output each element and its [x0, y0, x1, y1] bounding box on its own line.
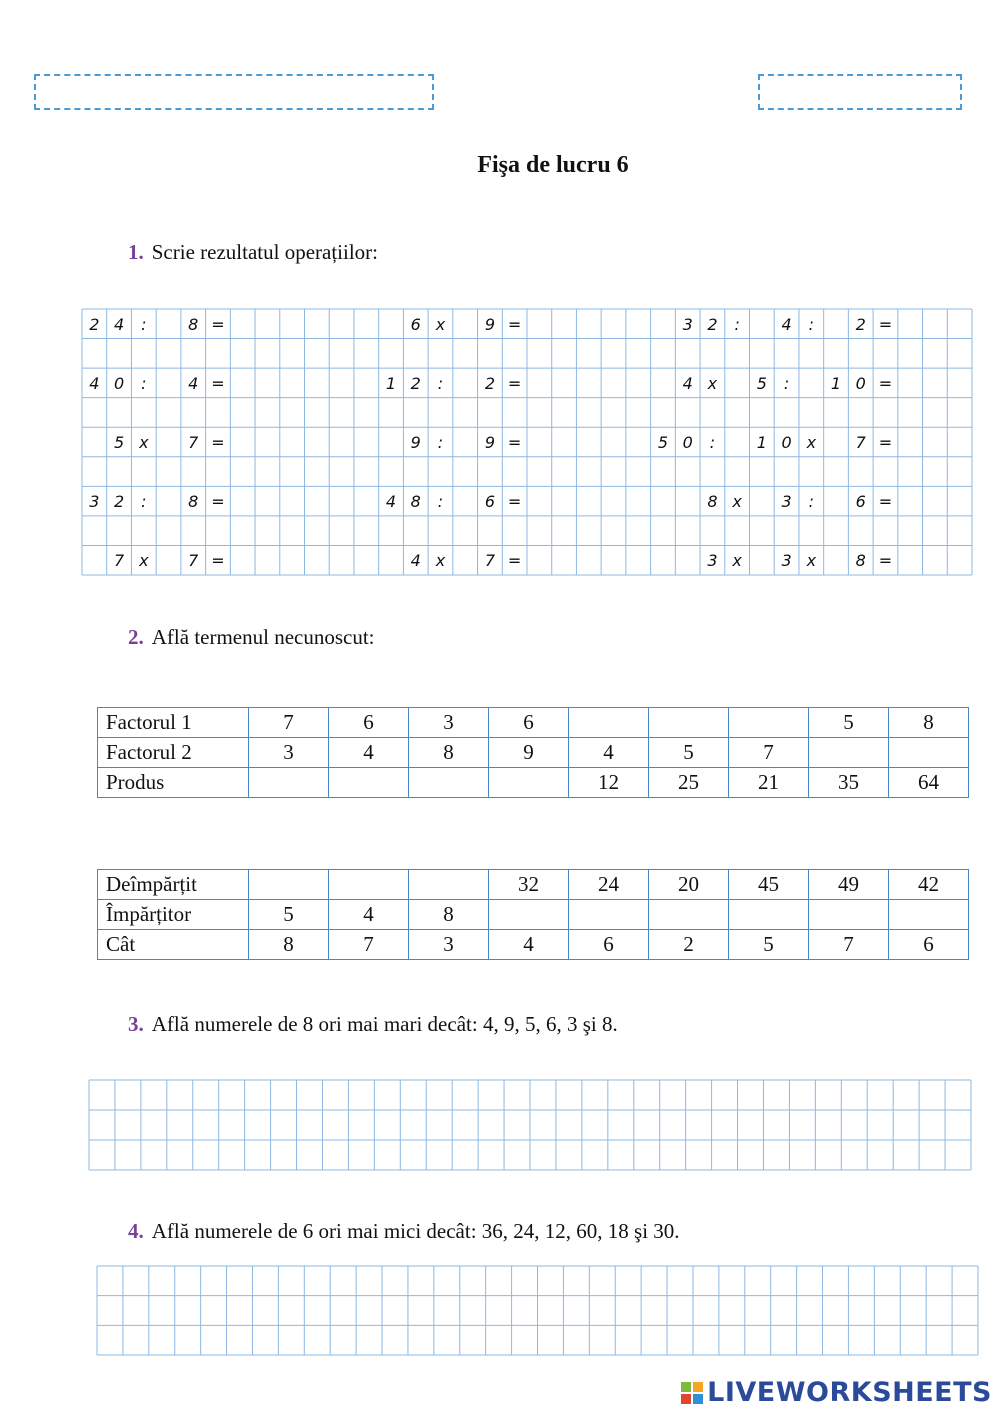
grid-token: 1 [385, 373, 397, 393]
grid-token: 2 [113, 492, 125, 512]
grid-token: 8 [188, 492, 199, 512]
exercise-1-number: 1. [128, 240, 144, 264]
division-answer-cell[interactable] [249, 870, 329, 900]
grid-token: = [211, 492, 225, 512]
grid-token: 8 [188, 314, 199, 334]
grid-token: 5 [657, 433, 669, 452]
grid-token: 2 [707, 314, 718, 334]
exercise-1-text: Scrie rezultatul operațiilor: [151, 240, 378, 264]
multiplication-answer-cell[interactable] [729, 708, 809, 738]
grid-token: : [437, 433, 444, 452]
grid-token: = [878, 373, 893, 393]
grid-token: x [806, 551, 817, 571]
division-value-cell: 24 [569, 870, 649, 900]
name-field-box[interactable] [34, 74, 434, 110]
grid-token: 3 [89, 492, 100, 512]
multiplication-value-cell: 4 [569, 738, 649, 768]
grid-token: = [211, 551, 225, 571]
exercise-4-grid[interactable] [97, 1266, 978, 1355]
grid-token: 6 [855, 492, 866, 512]
grid-token: x [435, 314, 446, 334]
grid-token: x [806, 433, 817, 452]
grid-token: 3 [781, 551, 792, 571]
grid-token: x [435, 551, 446, 571]
multiplication-value-cell: 4 [329, 738, 409, 768]
grid-token: : [808, 314, 815, 334]
exercise-3-text: Află numerele de 8 ori mai mari decât: 4, 9, 5, 6, 3 şi 8. [151, 1012, 618, 1036]
grid-token: 0 [113, 373, 125, 393]
division-value-cell: 32 [489, 870, 569, 900]
grid-token: 0 [781, 433, 792, 452]
grid-token: 0 [855, 373, 866, 393]
multiplication-answer-cell[interactable] [489, 768, 569, 798]
division-value-cell: 6 [569, 930, 649, 960]
grid-token: 7 [484, 551, 496, 571]
multiplication-answer-cell[interactable] [809, 738, 889, 768]
grid-token: : [437, 373, 444, 393]
grid-token: = [507, 373, 522, 393]
division-value-cell: 8 [409, 900, 489, 930]
multiplication-answer-cell[interactable] [249, 768, 329, 798]
grid-token: = [507, 433, 522, 452]
division-value-cell: 4 [489, 930, 569, 960]
division-value-cell: 45 [729, 870, 809, 900]
grid-token: 5 [113, 433, 125, 452]
multiplication-value-cell: 8 [409, 738, 489, 768]
exercise-4-number: 4. [128, 1219, 144, 1243]
grid-token: 2 [855, 314, 866, 334]
division-value-cell: 3 [409, 930, 489, 960]
grid-token: 4 [89, 373, 100, 393]
grid-token: x [732, 551, 742, 571]
multiplication-answer-cell[interactable] [329, 768, 409, 798]
grid-token: 2 [89, 314, 100, 334]
grid-token: 7 [188, 551, 199, 571]
logo-mark-icon [681, 1382, 703, 1404]
division-answer-cell[interactable] [329, 870, 409, 900]
multiplication-value-cell: 25 [649, 768, 729, 798]
grid-token: 6 [484, 492, 496, 512]
division-row [98, 870, 969, 900]
multiplication-answer-cell[interactable] [889, 738, 969, 768]
exercise-3-heading [128, 1012, 618, 1037]
division-row-label: Deîmpărțit [98, 870, 249, 900]
multiplication-value-cell: 6 [329, 708, 409, 738]
division-row [98, 900, 969, 930]
multiplication-value-cell: 8 [889, 708, 969, 738]
division-answer-cell[interactable] [809, 900, 889, 930]
exercise-2-text: Află termenul necunoscut: [151, 625, 375, 649]
division-answer-cell[interactable] [649, 900, 729, 930]
grid-token: 7 [188, 433, 199, 452]
multiplication-value-cell: 12 [569, 768, 649, 798]
multiplication-value-cell: 9 [489, 738, 569, 768]
grid-token: 0 [682, 433, 693, 452]
multiplication-row [98, 738, 969, 768]
division-value-cell: 4 [329, 900, 409, 930]
multiplication-value-cell: 3 [409, 708, 489, 738]
grid-token: = [211, 314, 225, 334]
grid-token: = [878, 551, 893, 571]
grid-token: 8 [707, 492, 718, 512]
multiplication-answer-cell[interactable] [649, 708, 729, 738]
division-value-cell: 6 [889, 930, 969, 960]
grid-token: 8 [855, 551, 866, 571]
division-value-cell: 7 [329, 930, 409, 960]
grid-token: 3 [707, 551, 718, 571]
grid-token: 2 [410, 373, 421, 393]
grid-token: : [141, 492, 147, 512]
grid-token: = [507, 492, 522, 512]
multiplication-value-cell: 35 [809, 768, 889, 798]
grid-token: 9 [484, 433, 496, 452]
grid-token: = [211, 433, 225, 452]
multiplication-answer-cell[interactable] [569, 708, 649, 738]
logo-text: LIVEWORKSHEETS [707, 1377, 992, 1408]
grid-token: : [141, 373, 147, 393]
multiplication-row-label: Factorul 1 [98, 708, 249, 738]
grid-token: 4 [113, 314, 125, 334]
grid-token: x [732, 492, 742, 512]
liveworksheets-logo [681, 1377, 992, 1408]
grid-token: x [139, 433, 149, 452]
grid-token: 7 [113, 551, 125, 571]
multiplication-value-cell: 6 [489, 708, 569, 738]
division-answer-cell[interactable] [569, 900, 649, 930]
grid-token: x [139, 551, 149, 571]
grid-token: = [507, 551, 522, 571]
grid-token: : [437, 492, 444, 512]
grid-token: 3 [781, 492, 792, 512]
exercise-3-number: 3. [128, 1012, 144, 1036]
grid-token: = [878, 314, 893, 334]
grid-token: : [734, 314, 740, 334]
grid-token: = [507, 314, 522, 334]
grid-token: 1 [830, 373, 842, 393]
division-answer-cell[interactable] [729, 900, 809, 930]
multiplication-answer-cell[interactable] [409, 768, 489, 798]
multiplication-value-cell: 5 [649, 738, 729, 768]
multiplication-value-cell: 7 [729, 738, 809, 768]
exercise-3-grid[interactable] [89, 1080, 971, 1170]
division-value-cell: 42 [889, 870, 969, 900]
multiplication-row [98, 708, 969, 738]
date-field-box[interactable] [758, 74, 962, 110]
grid-token: = [878, 492, 893, 512]
division-answer-cell[interactable] [889, 900, 969, 930]
grid-token: 4 [410, 551, 421, 571]
grid-token: 4 [385, 492, 397, 512]
division-answer-cell[interactable] [409, 870, 489, 900]
division-value-cell: 8 [249, 930, 329, 960]
grid-token: 4 [188, 373, 199, 393]
multiplication-value-cell: 21 [729, 768, 809, 798]
division-row-label: Cât [98, 930, 249, 960]
division-value-cell: 7 [809, 930, 889, 960]
grid-token: 5 [756, 373, 767, 393]
grid-token: 1 [756, 433, 767, 452]
division-value-cell: 5 [729, 930, 809, 960]
division-value-cell: 5 [249, 900, 329, 930]
page-title: Fişa de lucru 6 [477, 152, 629, 178]
exercise-4-text: Află numerele de 6 ori mai mici decât: 36, 24, 12, 60, 18 şi 30. [151, 1219, 680, 1243]
grid-token: = [878, 433, 893, 452]
multiplication-row-label: Produs [98, 768, 249, 798]
division-row [98, 930, 969, 960]
grid-token: 4 [781, 314, 792, 334]
grid-token: 2 [484, 373, 496, 393]
division-table [97, 869, 969, 960]
grid-token: : [808, 492, 815, 512]
exercise-2-number: 2. [128, 625, 144, 649]
multiplication-value-cell: 64 [889, 768, 969, 798]
grid-token: 4 [682, 373, 693, 393]
grid-token: x [707, 373, 718, 393]
division-value-cell: 2 [649, 930, 729, 960]
grid-token: : [709, 433, 716, 452]
multiplication-value-cell: 7 [249, 708, 329, 738]
grid-token: 7 [855, 433, 866, 452]
division-row-label: Împărțitor [98, 900, 249, 930]
grid-token: : [783, 373, 790, 393]
multiplication-row [98, 768, 969, 798]
grid-token: = [211, 373, 225, 393]
grid-token: 9 [484, 314, 496, 334]
multiplication-value-cell: 3 [249, 738, 329, 768]
multiplication-value-cell: 5 [809, 708, 889, 738]
grid-token: 3 [682, 314, 693, 334]
division-answer-cell[interactable] [489, 900, 569, 930]
multiplication-row-label: Factorul 2 [98, 738, 249, 768]
grid-token: : [141, 314, 147, 334]
exercise-4-heading [128, 1219, 680, 1244]
grid-token: 6 [410, 314, 421, 334]
grid-token: 8 [410, 492, 421, 512]
multiplication-table [97, 707, 969, 798]
exercise-1-heading [128, 240, 378, 265]
exercise-1-grid[interactable] [82, 309, 972, 575]
exercise-2-heading [128, 625, 375, 650]
grid-token: 9 [410, 433, 421, 452]
division-value-cell: 49 [809, 870, 889, 900]
division-value-cell: 20 [649, 870, 729, 900]
